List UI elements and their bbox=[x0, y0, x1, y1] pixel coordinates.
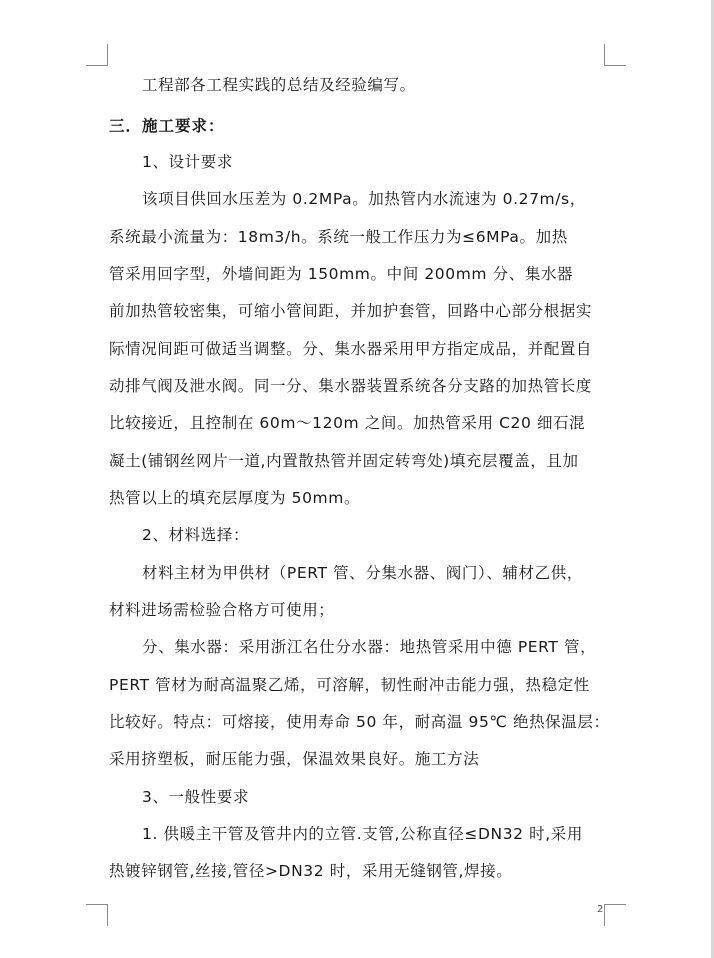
body-text-line: 1. 供暖主干管及管井内的立管.支管,公称直径≤DN32 时,采用 bbox=[142, 825, 583, 843]
body-text-line: 材料进场需检验合格方可使用； bbox=[109, 601, 335, 619]
body-text-line: 比较接近，且控制在 60m～120m 之间。加热管采用 C20 细石混 bbox=[109, 414, 586, 432]
body-text-line: 分、集水器：采用浙江名仕分水器：地热管采用中德 PERT 管， bbox=[142, 638, 597, 656]
body-text-line: 比较好。特点：可熔接，使用寿命 50 年，耐高温 95℃ 绝热保温层： bbox=[109, 713, 610, 731]
body-text-line: 管采用回字型，外墙间距为 150mm。中间 200mm 分、集水器 bbox=[109, 265, 574, 283]
body-text-line: 材料主材为甲供材（PERT 管、分集水器、阀门）、辅材乙供， bbox=[142, 564, 583, 582]
section-heading: 三．施工要求： bbox=[109, 117, 225, 135]
body-text-line: 工程部各工程实践的总结及经验编写。 bbox=[142, 76, 416, 94]
page-number: 2 bbox=[597, 904, 604, 915]
subsection-heading: 3、一般性要求 bbox=[142, 788, 250, 806]
body-text-line: PERT 管材为耐高温聚乙烯，可溶解，韧性耐冲击能力强，热稳定性 bbox=[109, 676, 590, 694]
body-text-line: 系统最小流量为：18m3/h。系统一般工作压力为≤6MPa。加热 bbox=[109, 228, 568, 246]
body-text-line: 热镀锌钢管,丝接,管径>DN32 时，采用无缝钢管,焊接。 bbox=[109, 862, 513, 880]
body-text-line: 凝土(铺钢丝网片一道,内置散热管并固定转弯处)填充层覆盖，且加 bbox=[109, 452, 579, 470]
subsection-heading: 1、设计要求 bbox=[142, 153, 233, 171]
body-text-line: 动排气阀及泄水阀。同一分、集水器装置系统各分支路的加热管长度 bbox=[109, 377, 593, 395]
body-text-line: 热管以上的填充层厚度为 50mm。 bbox=[109, 489, 361, 507]
subsection-heading: 2、材料选择： bbox=[142, 526, 250, 544]
body-text-line: 采用挤塑板，耐压能力强，保温效果良好。施工方法 bbox=[109, 750, 480, 768]
body-text-line: 前加热管较密集，可缩小管间距，并加护套管，回路中心部分根据实 bbox=[109, 302, 593, 320]
body-text-line: 该项目供回水压差为 0.2MPa。加热管内水流速为 0.27m/s， bbox=[142, 190, 586, 208]
body-text-line: 际情况间距可做适当调整。分、集水器采用甲方指定成品，并配置自 bbox=[109, 340, 593, 358]
